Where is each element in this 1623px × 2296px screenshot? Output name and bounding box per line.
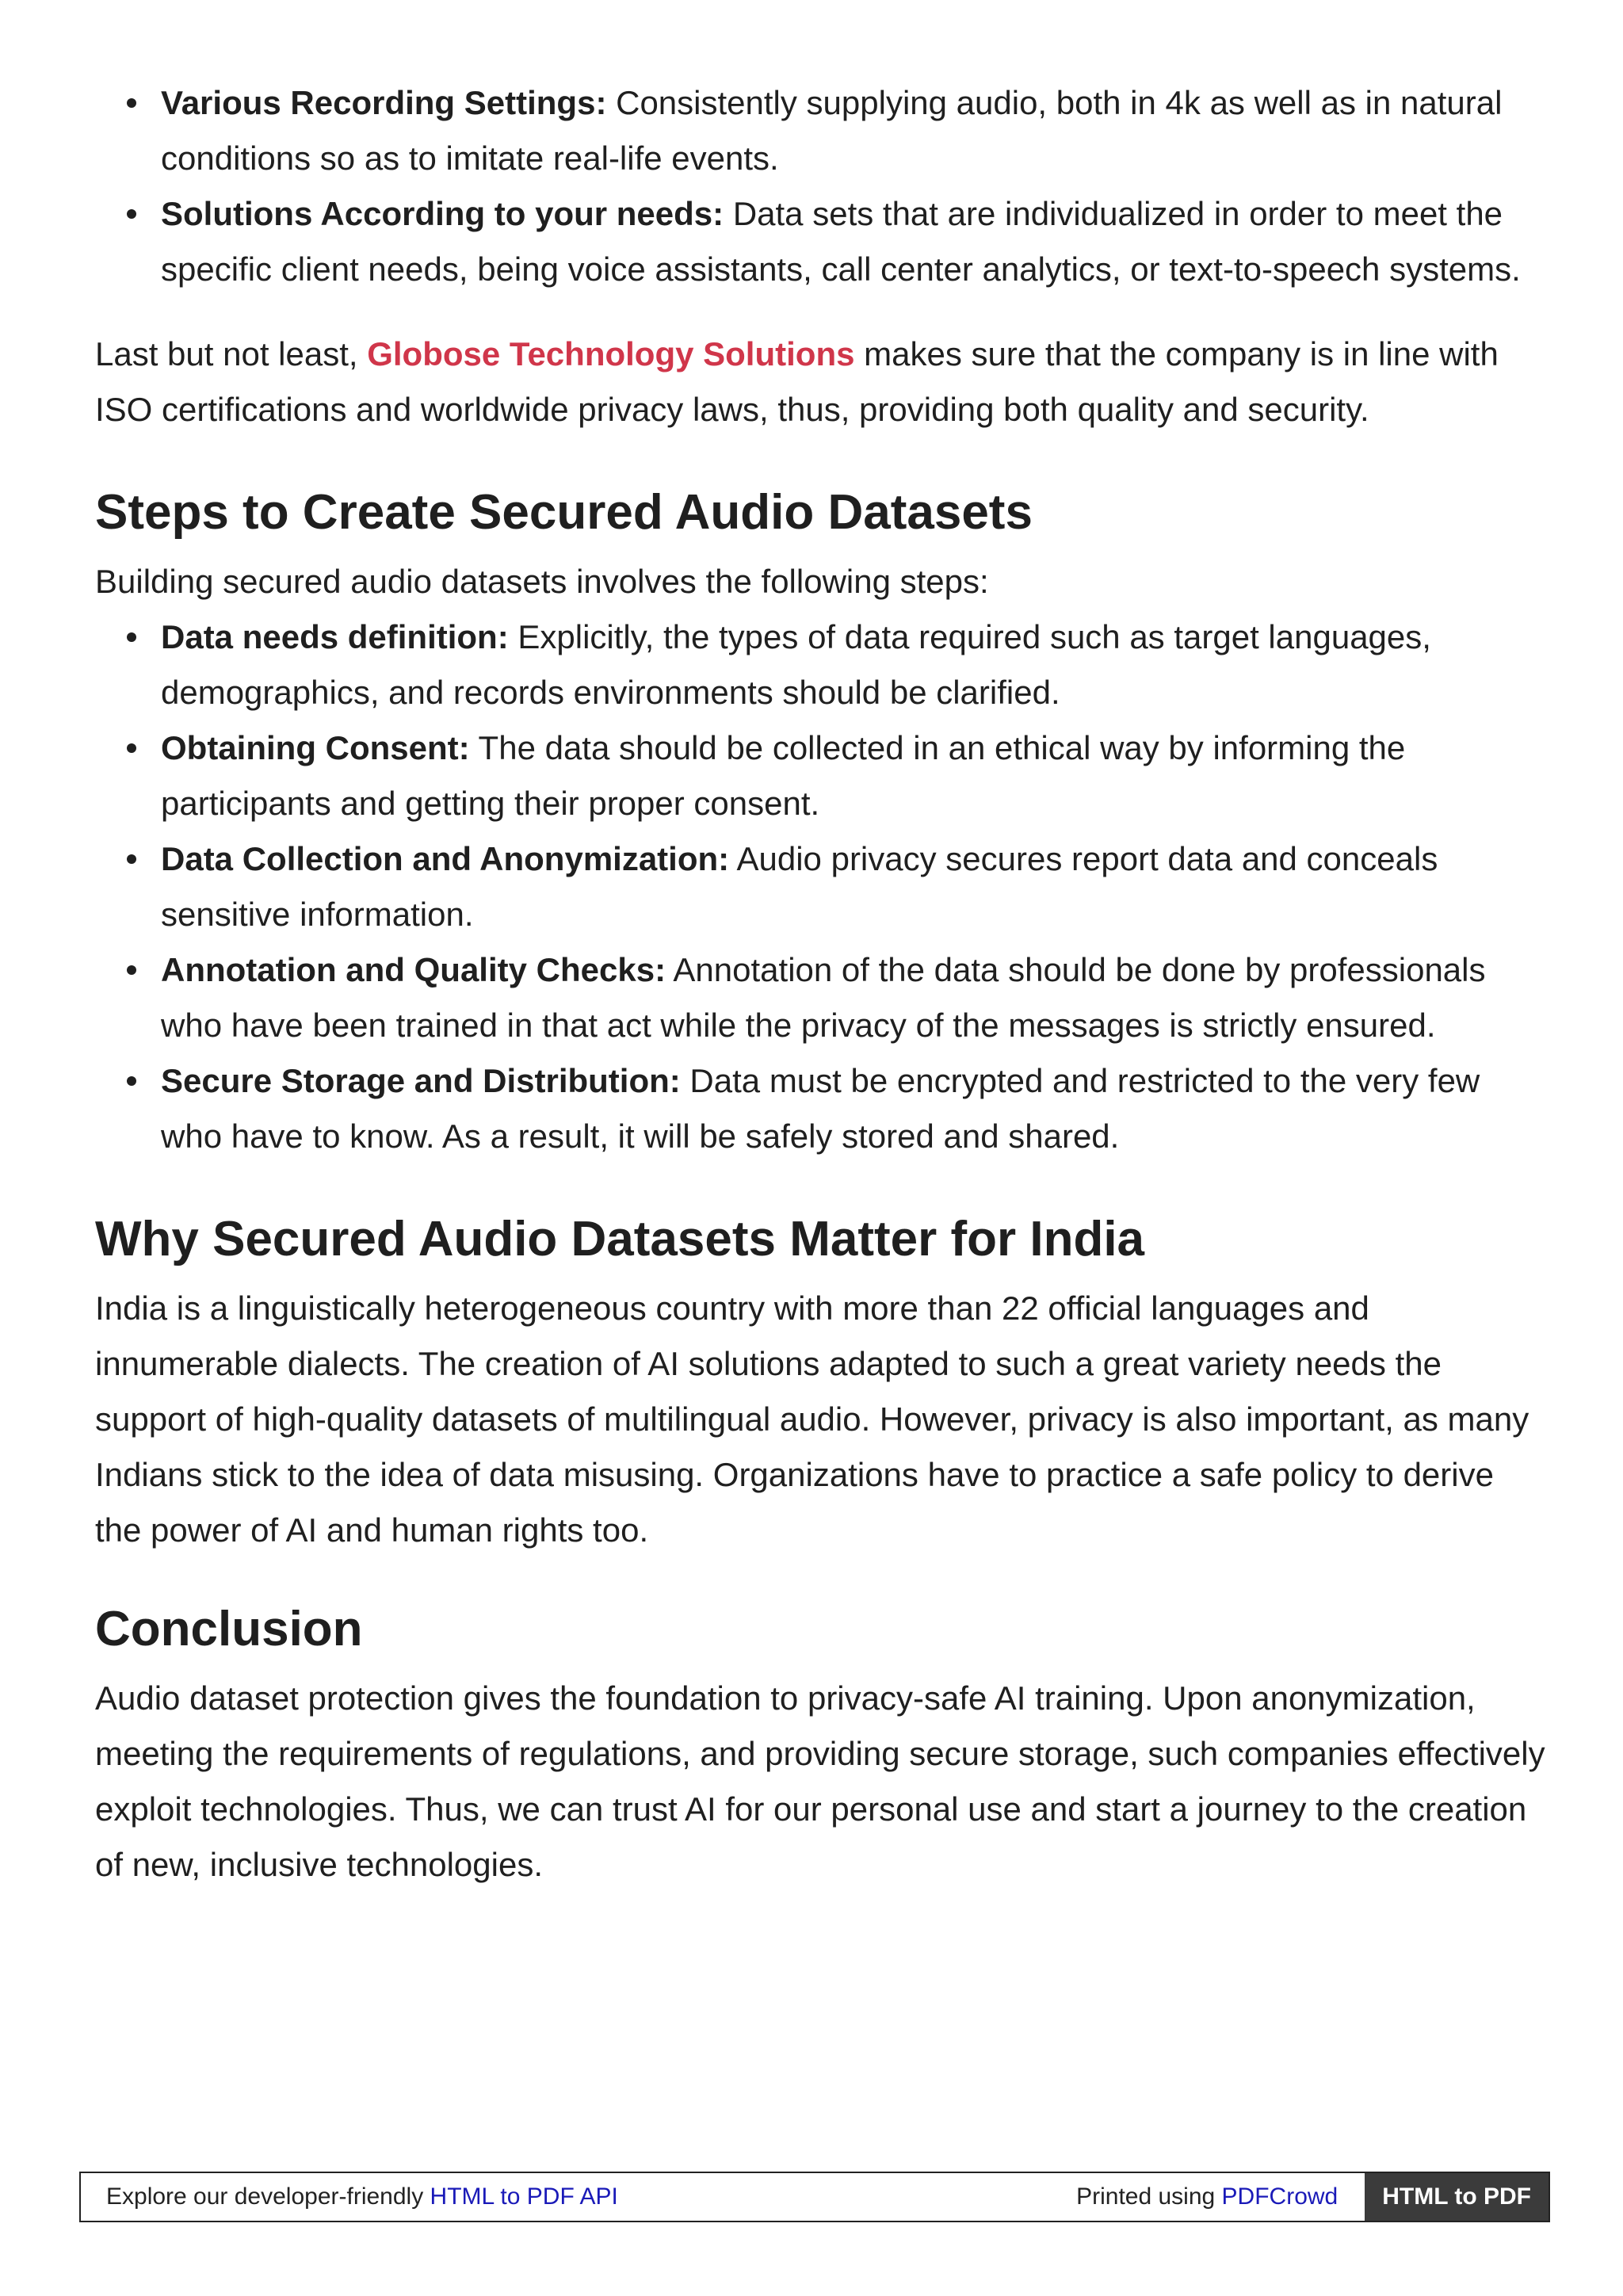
footer-printed xyxy=(1076,2183,1365,2210)
list-item-text: Data must be encrypted and restricted to the very few who have to know. As a result, it will be safely stored and shared. xyxy=(161,1062,1480,1155)
list-item xyxy=(95,831,1545,942)
steps-intro: Building secured audio datasets involves the following steps: xyxy=(95,563,989,600)
list-item-text: Audio privacy secures report data and conceals sensitive information. xyxy=(161,840,1438,933)
list-item-term: Data Collection and Anonymization: xyxy=(161,840,730,877)
conclusion-heading: Conclusion xyxy=(95,1602,363,1656)
list-item xyxy=(95,1053,1545,1164)
why-heading: Why Secured Audio Datasets Matter for India xyxy=(95,1212,1145,1266)
list-item-text: Data sets that are individualized in order to meet the specific client needs, being voice assistants, call center analytics, or text-to-speech systems. xyxy=(161,195,1521,288)
list-item-term: Various Recording Settings: xyxy=(161,84,607,121)
bullet-icon xyxy=(127,854,136,864)
why-body: India is a linguistically heterogeneous country with more than 22 official languages and innumerable dialects. The creation of AI solutions adapted to such a great variety needs the support of high-quality datasets of multilingual audio. However, privacy is also important, as many Indians stick to the idea of data misusing. Organizations have to practice a safe policy to derive the power of AI and human rights too. xyxy=(95,1289,1529,1549)
list-item-term: Data needs definition: xyxy=(161,618,509,655)
brand-name: Globose Technology Solutions xyxy=(367,335,855,372)
list-item xyxy=(95,186,1545,297)
conclusion-body: Audio dataset protection gives the foundation to privacy-safe AI training. Upon anonymization, meeting the requirements of regulations, and providing secure storage, such companies effectively exploit technologies. Thus, we can trust AI for our personal use and start a journey to the creation of new, inclusive technologies. xyxy=(95,1679,1545,1883)
list-item-text: Consistently supplying audio, both in 4k as well as in natural conditions so as to imitate real-life events. xyxy=(161,84,1503,177)
footer-explore-text: Explore our developer-friendly xyxy=(106,2183,430,2210)
list-item xyxy=(95,609,1545,720)
closing-prefix: Last but not least, xyxy=(95,335,368,372)
html-to-pdf-api-link[interactable]: HTML to PDF API xyxy=(430,2183,618,2210)
list-item-term: Obtaining Consent: xyxy=(161,729,470,766)
bullet-icon xyxy=(127,965,136,975)
pdfcrowd-link[interactable]: PDFCrowd xyxy=(1221,2183,1338,2210)
bullet-icon xyxy=(127,209,136,219)
closing-paragraph xyxy=(95,327,1545,437)
list-item-term: Annotation and Quality Checks: xyxy=(161,951,666,988)
bullet-icon xyxy=(127,743,136,753)
article-body xyxy=(95,75,1545,1893)
list-item xyxy=(95,720,1545,831)
bullet-icon xyxy=(127,98,136,108)
closing-suffix: makes sure that the company is in line with ISO certifications and worldwide privacy laws, thus, providing both quality and security. xyxy=(95,335,1499,428)
list-item-term: Secure Storage and Distribution: xyxy=(161,1062,681,1099)
bullet-icon xyxy=(127,1076,136,1086)
list-item-text: Annotation of the data should be done by professionals who have been trained in that act while the privacy of the messages is strictly ensured. xyxy=(161,951,1486,1044)
html-to-pdf-button[interactable]: HTML to PDF xyxy=(1365,2173,1549,2221)
list-item xyxy=(95,75,1545,186)
steps-bullet-list xyxy=(95,609,1545,1164)
list-item xyxy=(95,942,1545,1053)
bullet-icon xyxy=(127,632,136,642)
steps-heading: Steps to Create Secured Audio Datasets xyxy=(95,485,1033,540)
intro-bullet-list xyxy=(95,75,1545,297)
footer-printed-text: Printed using xyxy=(1076,2183,1222,2210)
footer-explore xyxy=(81,2183,1076,2210)
list-item-text: The data should be collected in an ethical way by informing the participants and getting their proper consent. xyxy=(161,729,1406,822)
list-item-text: Explicitly, the types of data required such as target languages, demographics, and records environments should be clarified. xyxy=(161,618,1431,711)
list-item-term: Solutions According to your needs: xyxy=(161,195,724,232)
pdfcrowd-footer xyxy=(79,2172,1550,2222)
